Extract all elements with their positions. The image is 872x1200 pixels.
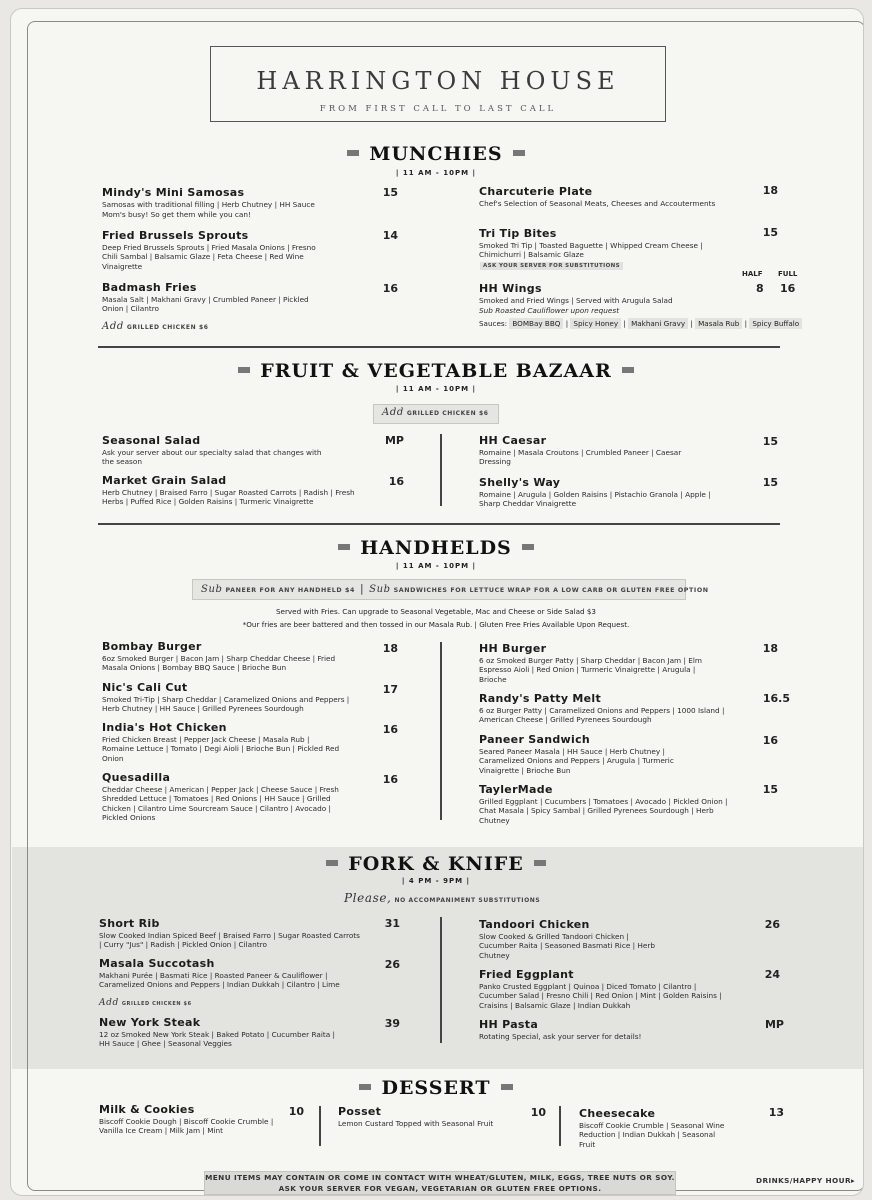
please-script: Please,	[344, 891, 392, 905]
item-price: 10	[288, 1105, 304, 1118]
item-description: Slow Cooked & Grilled Tandoori Chicken | Cucumber Raita | Seasoned Basmati Rice | Herb Chutney	[479, 932, 656, 960]
item-price: 16	[382, 282, 398, 295]
restaurant-name: HARRINGTON HOUSE	[256, 67, 620, 95]
no-substitution-note	[344, 891, 540, 905]
item-name: Fried Brussels Sprouts	[102, 229, 249, 242]
item-price: 13	[768, 1106, 784, 1119]
item-name: Shelly's Way	[479, 476, 561, 489]
item-price: 16	[382, 723, 398, 736]
item-name: TaylerMade	[479, 783, 553, 796]
menu-item	[479, 918, 659, 960]
half-label: HALF	[742, 270, 763, 278]
item-price: 18	[762, 642, 778, 655]
item-name: Mindy's Mini Samosas	[102, 186, 245, 199]
sub-text: SANDWICHES FOR LETTUCE WRAP FOR A LOW CARB OR GLUTEN FREE OPTION	[393, 587, 709, 594]
add-script: Add	[102, 320, 124, 332]
item-name: HH Wings	[479, 282, 542, 295]
add-chicken-tag: Add GRILLED CHICKEN $6	[99, 997, 192, 1008]
sub-text: PANEER FOR ANY HANDHELD $4	[225, 587, 355, 594]
menu-item	[102, 186, 352, 220]
item-description: Lemon Custard Topped with Seasonal Fruit	[338, 1119, 494, 1128]
item-price: 15	[762, 226, 778, 239]
item-name: Cheesecake	[579, 1107, 656, 1120]
add-script: Add	[382, 407, 404, 418]
sauce-option: Makhani Gravy	[628, 318, 688, 329]
item-description: Samosas with traditional filling | Herb Chutney | HH Sauce	[102, 200, 315, 209]
item-price: 24	[764, 968, 780, 981]
section-title-dessert: DESSERT	[0, 1077, 872, 1099]
item-price: 18	[762, 184, 778, 197]
substitution-tag: ASK YOUR SERVER FOR SUBSTITUTIONS	[480, 262, 623, 270]
item-name: Masala Succotash	[99, 957, 215, 970]
item-description: Smoked and Fried Wings | Served with Arugula Salad	[479, 296, 673, 305]
item-price: 26	[764, 918, 780, 931]
item-name: Short Rib	[99, 917, 160, 930]
bazaar-hours: | 11 AM - 10PM |	[395, 385, 477, 393]
item-name: Nic's Cali Cut	[102, 681, 188, 694]
item-name: Quesadilla	[102, 771, 171, 784]
item-description: Slow Cooked Indian Spiced Beef | Braised Farro | Sugar Roasted Carrots | Curry "Jus" | Radish | Pickled Onion | Cilantro	[99, 931, 360, 950]
please-text: NO ACCOMPANIMENT SUBSTITUTIONS	[394, 897, 541, 904]
menu-item	[102, 721, 342, 763]
item-name: Seasonal Salad	[102, 434, 201, 447]
menu-item	[479, 434, 699, 467]
menu-item	[579, 1107, 729, 1149]
sub-script: Sub	[201, 584, 223, 595]
item-price: 18	[382, 642, 398, 655]
item-description: Smoked Tri-Tip | Sharp Cheddar | Caramelized Onions and Peppers | Herb Chutney | HH Sauce | Grilled Pyrenees Sourdough	[102, 695, 350, 714]
substitution-banner: Sub PANEER FOR ANY HANDHELD $4 | Sub SANDWICHES FOR LETTUCE WRAP FOR A LOW CARB OR GLUTEN FREE OPTION	[192, 579, 686, 600]
menu-item	[99, 1103, 285, 1136]
item-description: Romaine | Masala Croutons | Crumbled Paneer | Caesar Dressing	[479, 448, 682, 467]
item-note: Sub Roasted Cauliflower upon request	[479, 306, 620, 316]
item-price: 16	[388, 475, 404, 488]
sauce-option: Masala Rub	[695, 318, 742, 329]
add-chicken-tag: Add GRILLED CHICKEN $6	[102, 320, 209, 332]
item-description: Seared Paneer Masala | HH Sauce | Herb Chutney | Caramelized Onions and Peppers | Arugula | Turmeric Vinaigrette | Brioche Bun	[479, 747, 674, 775]
item-price: 15	[762, 435, 778, 448]
menu-item	[479, 733, 709, 775]
menu-item	[479, 476, 719, 509]
item-name: Bombay Burger	[102, 640, 202, 653]
menu-item	[102, 434, 332, 467]
allergen-line: MENU ITEMS MAY CONTAIN OR COME IN CONTACT WITH WHEAT/GLUTEN, MILK, EGGS, TREE NUTS OR SOY.	[205, 1173, 675, 1182]
menu-item	[479, 185, 719, 208]
item-description: Panko Crusted Eggplant | Quinoa | Diced Tomato | Cilantro | Cucumber Salad | Fresno Chili | Red Onion | Mint | Golden Raisins | Craisins | Balsamic Glaze | Indian Dukkah	[479, 982, 722, 1010]
item-description: 6 oz Smoked Burger Patty | Sharp Cheddar | Bacon Jam | Elm Espresso Aioli | Red Onion | Turmeric Vinaigrette | Arugula | Brioche	[479, 656, 703, 684]
item-price: 10	[530, 1106, 546, 1119]
menu-item	[99, 1016, 339, 1049]
item-note: Mom's busy! So get them while you can!	[102, 210, 251, 220]
item-price: 16.5	[762, 692, 790, 705]
handhelds-hours: | 11 AM - 10PM |	[395, 562, 477, 570]
section-title-handhelds: HANDHELDS	[0, 537, 872, 559]
menu-item	[102, 681, 364, 714]
item-price: MP	[384, 434, 404, 447]
item-name: India's Hot Chicken	[102, 721, 227, 734]
item-price: 15	[762, 783, 778, 796]
handhelds-note: *Our fries are beer battered and then tossed in our Masala Rub. | Gluten Free Fries Available Upon Request.	[242, 620, 630, 629]
item-price: 16	[762, 734, 778, 747]
item-description: Smoked Tri Tip | Toasted Baguette | Whipped Cream Cheese | Chimichurri | Balsamic Glaze	[479, 241, 703, 260]
menu-item	[479, 227, 729, 260]
item-price: 39	[384, 1017, 400, 1030]
add-chicken-banner	[373, 404, 499, 424]
item-price: 31	[384, 917, 400, 930]
column-divider	[440, 917, 442, 1043]
column-divider	[319, 1106, 321, 1146]
drinks-happy-hour-link[interactable]: DRINKS/HAPPY HOUR▸	[756, 1176, 856, 1185]
add-script: Add	[99, 997, 119, 1008]
item-name: HH Caesar	[479, 434, 547, 447]
item-description: Grilled Eggplant | Cucumbers | Tomatoes | Avocado | Pickled Onion | Chat Masala | Spicy Sambal | Grilled Pyrenees Sourdough | Herb Chutney	[479, 797, 728, 825]
item-name: HH Burger	[479, 642, 547, 655]
menu-item	[102, 229, 332, 271]
item-name: Milk & Cookies	[99, 1103, 195, 1116]
item-description: Biscoff Cookie Crumble | Seasonal Wine Reduction | Indian Dukkah | Seasonal Fruit	[579, 1121, 725, 1149]
item-description: Rotating Special, ask your server for details!	[479, 1032, 642, 1041]
item-price: MP	[764, 1018, 784, 1031]
item-description: Deep Fried Brussels Sprouts | Fried Masala Onions | Fresno Chili Sambal | Balsamic Glaze | Feta Cheese | Red Wine Vinaigrette	[102, 243, 316, 271]
section-title-munchies: MUNCHIES	[0, 143, 872, 165]
menu-item	[338, 1105, 524, 1128]
item-name: Paneer Sandwich	[479, 733, 591, 746]
item-price: 15	[382, 186, 398, 199]
item-description: 12 oz Smoked New York Steak | Baked Potato | Cucumber Raita | HH Sauce | Ghee | Seasonal Veggies	[99, 1030, 336, 1049]
item-description: Ask your server about our specialty salad that changes with the season	[102, 448, 322, 467]
item-name: Fried Eggplant	[479, 968, 574, 981]
item-price: 15	[762, 476, 778, 489]
menu-item	[99, 957, 371, 1009]
item-description: Biscoff Cookie Dough | Biscoff Cookie Crumble | Vanilla Ice Cream | Milk Jam | Mint	[99, 1117, 274, 1136]
sauce-option: Spicy Buffalo	[749, 318, 802, 329]
menu-item	[479, 783, 729, 825]
menu-item	[102, 771, 352, 823]
allergen-notice	[204, 1171, 676, 1195]
menu-item	[479, 1018, 719, 1041]
menu-item	[479, 642, 719, 684]
column-divider	[440, 434, 442, 506]
restaurant-tagline: FROM FIRST CALL TO LAST CALL	[319, 104, 557, 114]
item-name: Tandoori Chicken	[479, 918, 590, 931]
item-name: Badmash Fries	[102, 281, 197, 294]
item-name: Posset	[338, 1105, 382, 1118]
menu-item	[479, 282, 739, 316]
column-divider	[440, 642, 442, 820]
full-label: FULL	[778, 270, 798, 278]
sub-script: Sub	[369, 584, 391, 595]
half-price: 8	[756, 282, 764, 295]
restaurant-logo	[210, 46, 666, 122]
item-description: Makhani Purée | Basmati Rice | Roasted Paneer & Cauliflower | Caramelized Onions and Peppers | Indian Dukkah | Cilantro | Lime	[99, 971, 340, 990]
add-text: GRILLED CHICKEN $6	[406, 410, 489, 417]
menu-item	[479, 968, 727, 1010]
sauce-options: Sauces: BOMBay BBQ | Spicy Honey | Makhani Gravy | Masala Rub | Spicy Buffalo	[479, 319, 802, 328]
item-price: 14	[382, 229, 398, 242]
section-divider	[98, 346, 780, 348]
item-description: 6oz Smoked Burger | Bacon Jam | Sharp Cheddar Cheese | Fried Masala Onions | Bombay BBQ Sauce | Brioche Bun	[102, 654, 336, 673]
item-name: HH Pasta	[479, 1018, 539, 1031]
section-title-fork-knife: FORK & KNIFE	[0, 853, 872, 875]
handhelds-note: Served with Fries. Can upgrade to Seasonal Vegetable, Mac and Cheese or Side Salad $3	[275, 607, 597, 616]
item-description: Cheddar Cheese | American | Pepper Jack | Cheese Sauce | Fresh Shredded Lettuce | Tomatoes | Red Onions | HH Sauce | Grilled Chicken | Cilantro Lime Sourcream Sauce | Cilantro | Avocado | Pickled Onions	[102, 785, 339, 823]
allergen-line: ASK YOUR SERVER FOR VEGAN, VEGETARIAN OR GLUTEN FREE OPTIONS.	[278, 1183, 602, 1193]
menu-item	[102, 474, 364, 507]
item-name: New York Steak	[99, 1016, 201, 1029]
item-name: Tri Tip Bites	[479, 227, 557, 240]
menu-item	[479, 692, 739, 725]
munchies-hours: | 11 AM - 10PM |	[395, 169, 477, 177]
item-name: Randy's Patty Melt	[479, 692, 602, 705]
item-price: 26	[384, 958, 400, 971]
sauce-option: Spicy Honey	[570, 318, 621, 329]
menu-item	[102, 640, 352, 673]
item-description: Herb Chutney | Braised Farro | Sugar Roasted Carrots | Radish | Fresh Herbs | Puffed Rice | Golden Raisins | Turmeric Vinaigrette	[102, 488, 355, 507]
item-price: 17	[382, 683, 398, 696]
full-price: 16	[780, 282, 796, 295]
item-description: 6 oz Burger Patty | Caramelized Onions and Peppers | 1000 Island | American Cheese | Grilled Pyrenees Sourdough	[479, 706, 725, 725]
item-description: Chef's Selection of Seasonal Meats, Cheeses and Accouterments	[479, 199, 716, 208]
menu-item	[99, 917, 361, 950]
column-divider	[559, 1106, 561, 1146]
item-description: Fried Chicken Breast | Pepper Jack Cheese | Masala Rub | Romaine Lettuce | Tomato | Degi Aioli | Brioche Bun | Pickled Red Onion	[102, 735, 340, 763]
item-description: Romaine | Arugula | Golden Raisins | Pistachio Granola | Apple | Sharp Cheddar Vinaigrette	[479, 490, 711, 509]
sauces-label: Sauces:	[479, 319, 508, 328]
sauce-option: BOMBay BBQ	[509, 318, 563, 329]
menu-item	[102, 281, 332, 333]
item-description: Masala Salt | Makhani Gravy | Crumbled Paneer | Pickled Onion | Cilantro	[102, 295, 309, 314]
fork-knife-hours: | 4 PM - 9PM |	[401, 877, 471, 885]
section-title-bazaar: FRUIT & VEGETABLE BAZAAR	[0, 360, 872, 382]
item-name: Charcuterie Plate	[479, 185, 593, 198]
section-divider	[98, 523, 780, 525]
item-name: Market Grain Salad	[102, 474, 227, 487]
item-price: 16	[382, 773, 398, 786]
